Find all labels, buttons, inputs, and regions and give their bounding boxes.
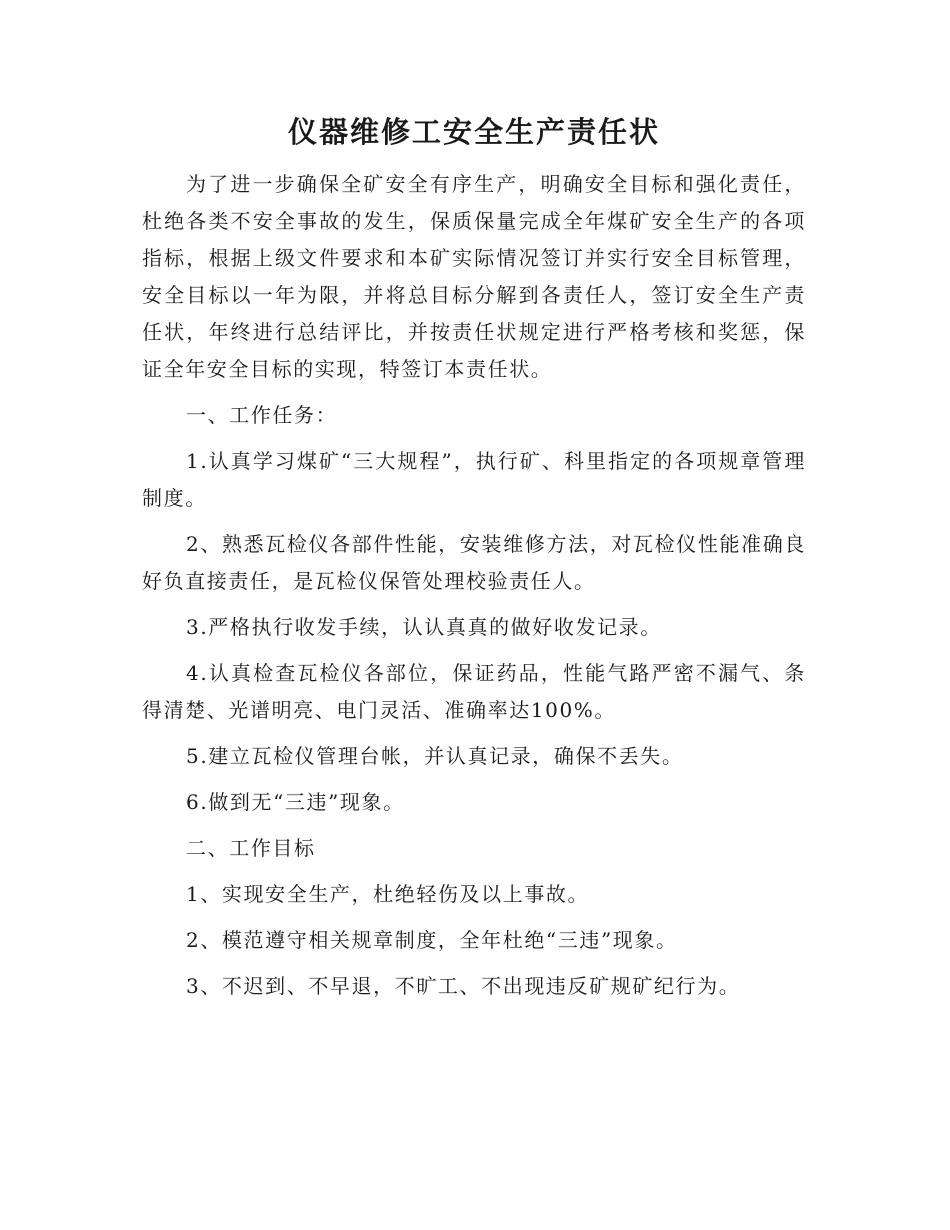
task-item-4: 4.认真检查瓦检仪各部位，保证药品，性能气路严密不漏气、条得清楚、光谱明亮、电门灵活、准确率达100%。 [142,661,806,722]
section-heading-tasks: 一、工作任务： [186,403,338,427]
document-body [142,114,806,1005]
task-item-5: 5.建立瓦检仪管理台帐，并认真记录，确保不丢失。 [186,744,684,768]
section-heading-goals: 二、工作目标 [186,836,316,860]
task-item-6: 6.做到无“三违”现象。 [186,790,405,814]
task-item-1: 1.认真学习煤矿“三大规程”，执行矿、科里指定的各项规章管理制度。 [142,449,806,510]
goal-item-2: 2、模范遵守相关规章制度，全年杜绝“三违”现象。 [186,928,678,952]
task-item-3: 3.严格执行收发手续，认认真真的做好收发记录。 [186,615,662,639]
paragraph-intro: 为了进一步确保全矿安全有序生产，明确安全目标和强化责任，杜绝各类不安全事故的发生，保质保量完成全年煤矿安全生产的各项指标，根据上级文件要求和本矿实际情况签订并实行安全目标管理，安全目标以一年为限，并将总目标分解到各责任人，签订安全生产责任状，年终进行总结评比，并按责任状规定进行严格考核和奖惩，保证全年安全目标的实现，特签订本责任状。 [142,172,806,381]
goal-item-3: 3、不迟到、不早退，不旷工、不出现违反矿规矿纪行为。 [186,974,741,998]
task-item-2: 2、熟悉瓦检仪各部件性能，安装维修方法，对瓦检仪性能准确良好负直接责任，是瓦检仪保管处理校验责任人。 [142,532,806,593]
goal-item-1: 1、实现安全生产，杜绝轻伤及以上事故。 [186,882,590,906]
document-title: 仪器维修工安全生产责任状 [287,115,660,149]
